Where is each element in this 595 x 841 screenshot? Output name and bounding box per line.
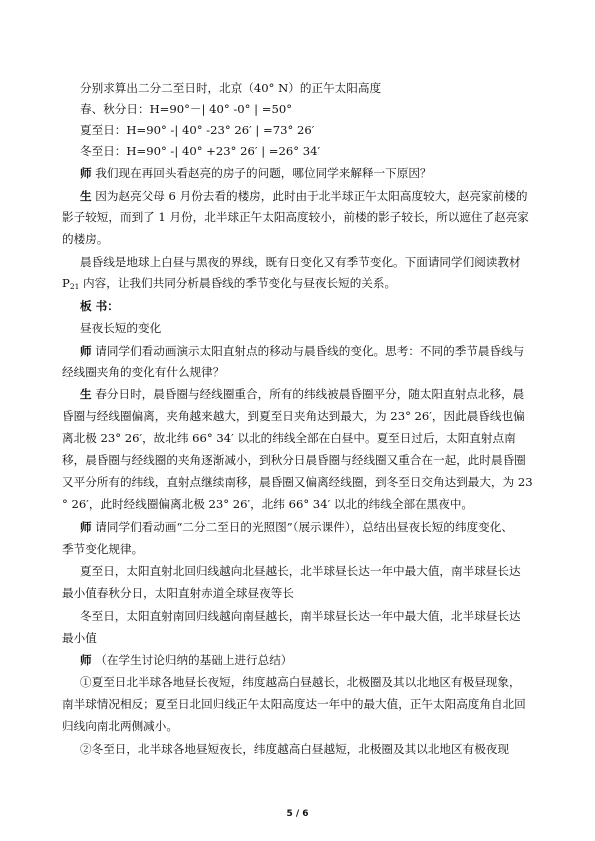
student-answer: 生 春分日时，晨昏圈与经线圈重合，所有的纬线被晨昏圈平分，随太阳直射点北移，晨 [80, 387, 525, 401]
paragraph-line: 最小值 [62, 631, 97, 645]
textbook-page-ref: $P_{21}$ [62, 276, 80, 291]
paragraph-line: $P_{21}$ 内容，让我们共同分析晨昏线的季节变化与昼夜长短的关系。 [62, 276, 397, 291]
paragraph-line: 最小值春秋分日，太阳直射赤道全球昼夜等长 [62, 586, 294, 600]
paragraph-line: 冬至日，太阳直射南回归线越向南昼越长，南半球昼长达一年中最大值，北半球昼长达 [80, 609, 521, 623]
student-answer: 生 因为赵亮父母 6 月份去看的楼房，此时由于北半球正午太阳高度较大，赵亮家前楼的 [80, 189, 528, 203]
formula-summer-solstice: 夏至日：H=90° -| 40° -23° 26′ | =73° 26′ [80, 123, 315, 137]
formula-winter-solstice: 冬至日：H=90° -| 40° +23° 26′ | =26° 34′ [80, 144, 321, 158]
paragraph-line: 的楼房。 [62, 232, 109, 246]
paragraph-line: 经线圈夹角的变化有什么规律？ [62, 365, 225, 379]
paragraph-line: 离北极 23° 26′，故北纬 66° 34′ 以北的纬线全部在白昼中。夏至日过后，太阳直射点南 [62, 431, 516, 445]
teacher-label: 师 [80, 166, 92, 180]
teacher-prompt: 师 请同学们看动画“二分二至日的光照图”（展示课件），总结出昼夜长短的纬度变化、 [80, 520, 513, 534]
paragraph-line: 晨昏线是地球上白昼与黑夜的界线，既有日变化又有季节变化。下面请同学们阅读教材 [80, 255, 521, 269]
paragraph-line: 又平分所有的纬线，直射点继续南移，晨昏圈又偏离经线圈，到冬至日交角达到最大，为 23 [62, 475, 533, 489]
paragraph-line: 归线向南北两侧减小。 [62, 719, 178, 733]
board-title: 昼夜长短的变化 [80, 321, 162, 335]
teacher-question: 师 我们现在再回头看赵亮的房子的问题，哪位同学来解释一下原因？ [80, 166, 432, 180]
formula-equinox: 春、秋分日：H=90°－| 40° -0° | =50° [80, 102, 292, 116]
summary-point-1: ①夏至日北半球各地昼长夜短，纬度越高白昼越长，北极圈及其以北地区有极昼现象， [80, 675, 521, 689]
paragraph-line: ° 26′，此时经线圈偏离北极 23° 26′，北纬 66° 34′ 以北的纬线全部在黑夜中。 [62, 497, 474, 511]
teacher-prompt: 师 请同学们看动画演示太阳直射点的移动与晨昏线的变化。思考：不同的季节晨昏线与 [80, 344, 525, 358]
paragraph-line: 南半球情况相反；夏至日北回归线正午太阳高度达一年中的最大值，正午太阳高度角自北回 [62, 697, 526, 711]
page-number: 5 / 6 [286, 809, 309, 819]
teacher-label: 师 [80, 344, 92, 358]
paragraph-line: 移，晨昏圈与经线圈的夹角逐渐减小，到秋分日晨昏圈与经线圈又重合在一起，此时晨昏圈 [62, 453, 526, 467]
paragraph-line: 季节变化规律。 [62, 542, 144, 556]
paragraph-line: 影子较短，而到了 1 月份，北半球正午太阳高度较小，前楼的影子较长，所以遮住了赵亮家 [62, 210, 529, 224]
summary-point-2: ②冬至日，北半球各地昼短夜长，纬度越高白昼越短，北极圈及其以北地区有极夜现 [80, 742, 509, 756]
student-label: 生 [80, 189, 92, 203]
board-heading: 板 书： [80, 299, 119, 313]
teacher-label: 师 [80, 520, 92, 534]
paragraph-line: 分别求算出二分二至日时，北京（40° N）的正午太阳高度 [80, 81, 382, 95]
teacher-summary: 师 （在学生讨论归纳的基础上进行总结） [80, 653, 293, 667]
student-label: 生 [80, 387, 92, 401]
paragraph-line: 昏圈与经线圈偏离，夹角越来越大，到夏至日夹角达到最大，为 23° 26′，因此晨昏线也偏 [62, 409, 525, 423]
paragraph-line: 夏至日，太阳直射北回归线越向北昼越长，北半球昼长达一年中最大值，南半球昼长达 [80, 564, 521, 578]
teacher-label: 师 [80, 653, 92, 667]
